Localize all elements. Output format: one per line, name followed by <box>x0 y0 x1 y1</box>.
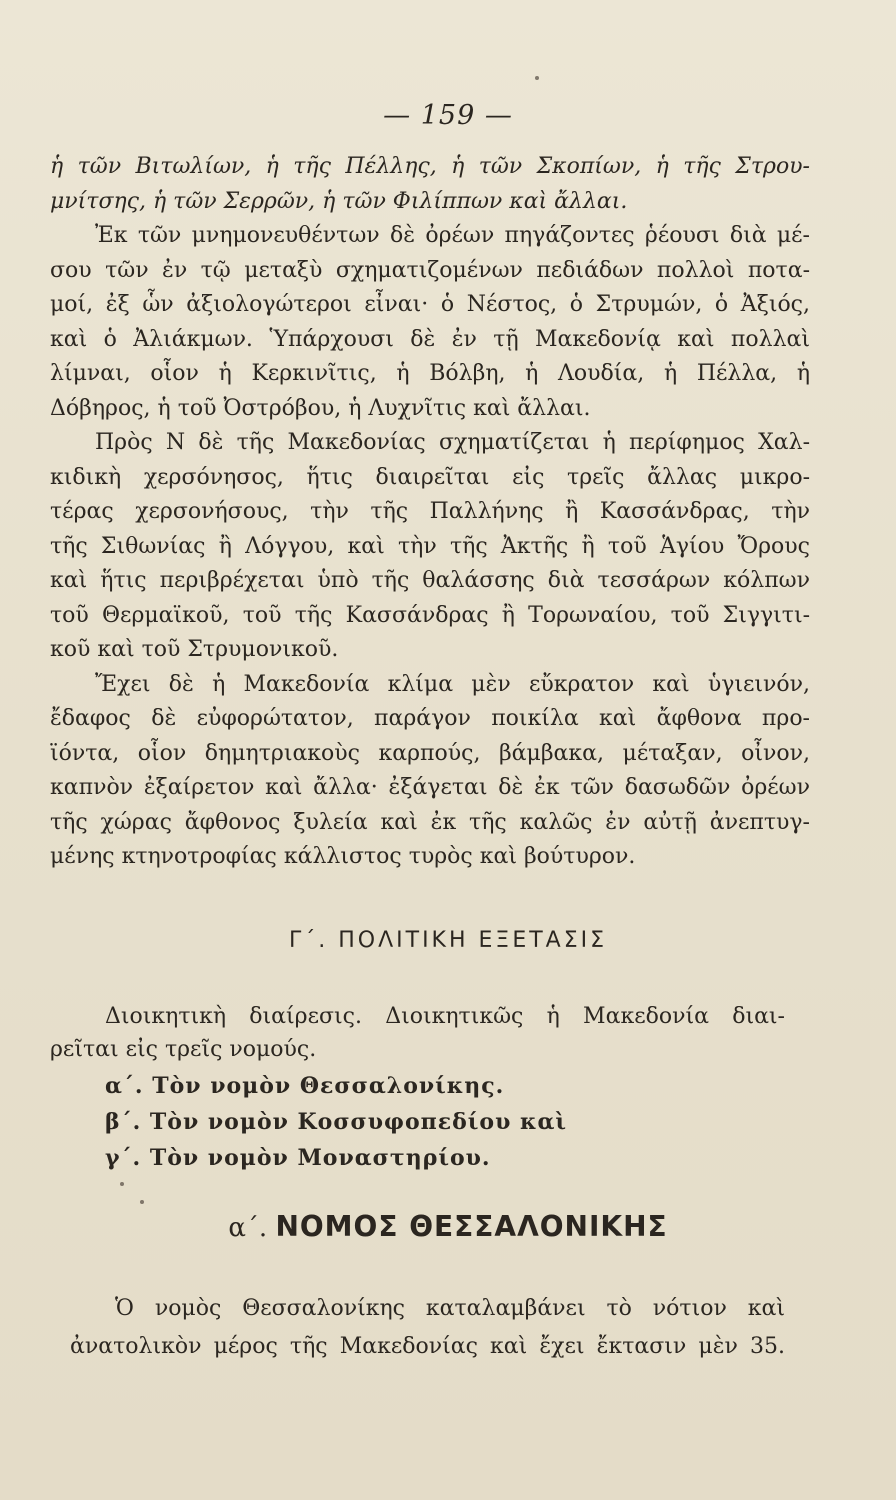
text-line: λίμναι, οἷον ἡ Κερκινῖτις, ἡ Βόλβη, ἡ Λουδία, ἡ Πέλλα, ἡ <box>50 361 810 386</box>
nomoi-list <box>105 1068 705 1176</box>
text-line: ἀνατολικὸν μέρος τῆς Μακεδονίας καὶ ἔχει ἔκτασιν μὲν 35. <box>70 1334 785 1359</box>
list-item: α΄. Τὸν νομὸν Θεσσαλονίκης. <box>105 1073 505 1099</box>
text-line: Πρὸς Ν δὲ τῆς Μακεδονίας σχηματίζεται ἡ περίφημος Χαλ- <box>95 430 810 455</box>
text-line: Ὁ νομὸς Θεσσαλονίκης καταλαμβάνει τὸ νότιον καὶ <box>115 1296 785 1321</box>
paper-speck <box>140 1200 144 1204</box>
admin-paragraph <box>50 1000 785 1066</box>
main-text <box>50 150 810 875</box>
text-line: ϊόντα, οἷον δημητριακοὺς καρπούς, βάμβακα, μέταξαν, οἶνον, <box>50 740 810 766</box>
subsection-title <box>0 1210 896 1243</box>
text-line: ἔδαφος δὲ εὐφορώτατον, παράγον ποικίλα καὶ ἄφθονα προ- <box>50 706 810 731</box>
text-line: ρεῖται εἰς τρεῖς νομούς. <box>50 1037 317 1062</box>
text-line: μοί, ἐξ ὧν ἀξιολογώτεροι εἶναι· ὁ Νέστος, ὁ Στρυμών, ὁ Ἀξιός, <box>50 292 810 317</box>
text-line: κοῦ καὶ τοῦ Στρυμονικοῦ. <box>50 637 339 662</box>
text-line: τέρας χερσονήσους, τὴν τῆς Παλλήνης ἢ Κασσάνδρας, τὴν <box>50 499 810 524</box>
text-line: μένης κτηνοτροφίας κάλλιστος τυρὸς καὶ βούτυρον. <box>50 844 636 869</box>
text-line: τῆς Σιθωνίας ἢ Λόγγου, καὶ τὴν τῆς Ἀκτῆς ἢ τοῦ Ἁγίου Ὄρους <box>50 533 810 559</box>
paper-speck <box>535 76 539 80</box>
text-line: Ἔχει δὲ ἡ Μακεδονία κλίμα μὲν εὔκρατον καὶ ὑγιεινόν, <box>95 671 810 697</box>
text-line: ἡ τῶν Βιτωλίων, ἡ τῆς Πέλλης, ἡ τῶν Σκοπίων, ἡ τῆς Στρου- <box>50 154 810 179</box>
text-line: Διοικητικὴ διαίρεσις. Διοικητικῶς ἡ Μακεδονία διαι- <box>105 1004 785 1029</box>
text-line: τῆς χώρας ἄφθονος ξυλεία καὶ ἐκ τῆς καλῶς ἐν αὐτῇ ἀνεπτυγ- <box>50 809 810 835</box>
page-number: — 159 — <box>383 100 513 131</box>
text-line: καὶ ὁ Ἀλιάκμων. Ὑπάρχουσι δὲ ἐν τῇ Μακεδονίᾳ καὶ πολλαὶ <box>50 326 810 352</box>
text-line: κιδικὴ χερσόνησος, ἥτις διαιρεῖται εἰς τρεῖς ἄλλας μικρο- <box>50 464 810 490</box>
text-line: μνίτσης, ἡ τῶν Σερρῶν, ἡ τῶν Φιλίππων καὶ ἄλλαι. <box>50 188 628 214</box>
text-line: Δόβηρος, ἡ τοῦ Ὀστρόβου, ἡ Λυχνῖτις καὶ ἄλλαι. <box>50 395 591 421</box>
text-line: Ἐκ τῶν μνημονευθέντων δὲ ὀρέων πηγάζοντες ῥέουσι διὰ μέ- <box>95 223 810 248</box>
text-line: τοῦ Θερμαϊκοῦ, τοῦ τῆς Κασσάνδρας ἢ Τορωναίου, τοῦ Σιγγιτι- <box>50 602 810 628</box>
text-line: σου τῶν ἐν τῷ μεταξὺ σχηματιζομένων πεδιάδων πολλοὶ ποτα- <box>50 257 810 283</box>
subsection-heading: ΝΟΜΟΣ ΘΕΣΣΑΛΟΝΙΚΗΣ <box>275 1210 668 1243</box>
text-line: καπνὸν ἐξαίρετον καὶ ἄλλα· ἐξάγεται δὲ ἐκ τῶν δασωδῶν ὀρέων <box>50 775 810 800</box>
list-item: β΄. Τὸν νομὸν Κοσσυφοπεδίου καὶ <box>105 1109 568 1135</box>
list-item: γ΄. Τὸν νομὸν Μοναστηρίου. <box>105 1145 491 1171</box>
final-paragraph <box>70 1290 785 1366</box>
subsection-prefix: α΄. <box>228 1213 268 1243</box>
section-title: Γ΄. ΠΟΛΙΤΙΚΗ ΕΞΕΤΑΣΙΣ <box>288 928 607 953</box>
text-line: καὶ ἥτις περιβρέχεται ὑπὸ τῆς θαλάσσης διὰ τεσσάρων κόλπων <box>50 568 810 593</box>
paper-speck <box>120 1182 124 1186</box>
